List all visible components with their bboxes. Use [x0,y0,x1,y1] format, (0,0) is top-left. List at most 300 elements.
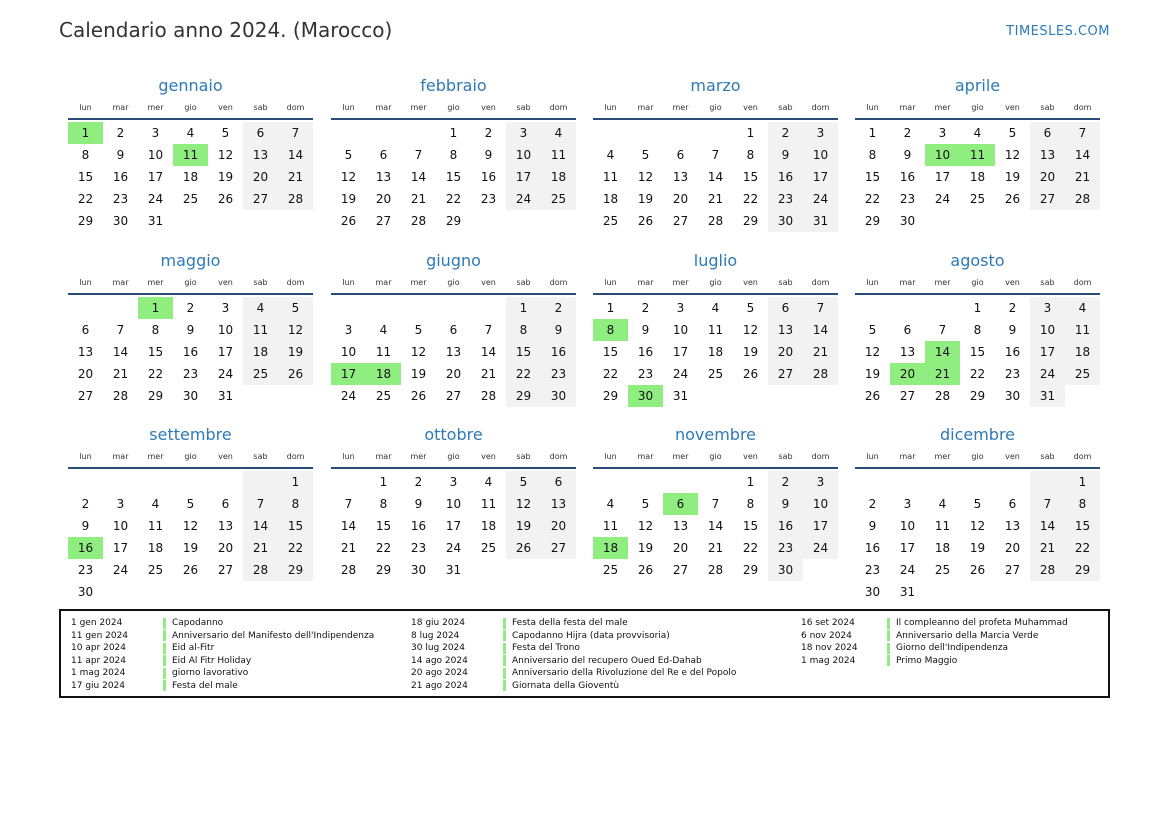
day-cell: 2 [868,497,877,511]
weekday-label: mer [934,103,951,112]
day-cell: 4 [711,301,720,315]
month-block [68,247,313,407]
day-cell: 10 [112,519,129,533]
day-cell: 16 [637,345,654,359]
day-cell: 27 [541,537,576,559]
weekday-label: mar [375,452,392,461]
day-cell: 9 [414,497,423,511]
empty-day-cell [698,471,733,493]
day-cell: 10 [217,323,234,337]
day-cell: 18 [480,519,497,533]
day-cell: 18 [707,345,724,359]
day-cell: 19 [637,541,654,555]
day-cell: 26 [340,214,357,228]
day-cell: 3 [221,301,230,315]
legend-row [411,642,736,655]
empty-day-cell [471,297,506,319]
day-cell: 31 [217,389,234,403]
day-cell: 14 [243,515,278,537]
day-cell: 23 [864,563,881,577]
day-cell: 9 [541,319,576,341]
legend-column [71,617,374,692]
day-cell: 23 [410,541,427,555]
weekday-label: ven [743,103,758,112]
day-cell: 10 [445,497,462,511]
day-cell: 7 [116,323,125,337]
day-cell: 27 [672,563,689,577]
day-cell: 22 [445,192,462,206]
day-cell: 21 [340,541,357,555]
day-cell: 3 [676,301,685,315]
day-cell: 5 [344,148,353,162]
holiday-marker [503,680,506,691]
weekday-label: mar [899,103,916,112]
holiday-date: 11 apr 2024 [71,655,127,666]
day-cell: 28 [112,389,129,403]
month-name: maggio [160,251,221,270]
weekday-label: mar [637,103,654,112]
day-cell: 18 [969,170,986,184]
day-cell: 27 [768,363,803,385]
day-cell: 27 [243,188,278,210]
empty-day-cell [173,471,208,493]
holiday-marker [163,618,166,629]
legend-row [411,680,736,693]
day-cell: 18 [602,192,619,206]
day-cell: 8 [973,323,982,337]
month-name: settembre [149,425,232,444]
day-cell: 1 [379,475,388,489]
day-cell: 17 [672,345,689,359]
day-cell: 27 [1030,188,1065,210]
weekday-label: sab [516,103,531,112]
day-cell: 6 [768,297,803,319]
day-cell: 13 [672,170,689,184]
legend-row [71,617,374,630]
legend-column [801,617,1068,667]
day-cell: 21 [1030,537,1065,559]
site-link[interactable]: TIMESLES.COM [1006,24,1110,39]
weekday-header [331,275,576,295]
day-cell: 16 [864,541,881,555]
holiday-name: Anniversario della Marcia Verde [896,630,1039,641]
day-cell: 6 [81,323,90,337]
day-cell: 24 [1030,363,1065,385]
day-cell: 14 [707,519,724,533]
day-cell: 28 [243,559,278,581]
month-name: marzo [690,76,741,95]
day-grid [855,122,1100,232]
day-cell: 4 [541,122,576,144]
day-cell: 4 [243,297,278,319]
day-cell: 25 [602,214,619,228]
weekday-label: lun [866,452,879,461]
day-cell: 28 [410,214,427,228]
month-block [331,247,576,407]
day-cell: 6 [541,471,576,493]
day-cell: 13 [768,319,803,341]
day-cell: 16 [182,345,199,359]
holiday-day-cell: 30 [628,385,663,407]
day-cell: 20 [672,192,689,206]
day-cell: 17 [803,166,838,188]
day-cell: 19 [506,515,541,537]
legend-row [71,642,374,655]
day-cell: 17 [803,515,838,537]
day-cell: 17 [1030,341,1065,363]
holiday-marker [887,655,890,666]
day-cell: 2 [1008,301,1017,315]
holiday-day-cell: 1 [68,122,103,144]
legend-row [411,630,736,643]
day-cell: 15 [375,519,392,533]
day-cell: 13 [375,170,392,184]
weekday-label: dom [549,452,568,461]
weekday-label: sab [778,278,793,287]
holiday-marker [503,643,506,654]
weekday-label: lun [604,452,617,461]
day-cell: 5 [221,126,230,140]
holiday-date: 8 lug 2024 [411,630,460,641]
day-cell: 8 [746,148,755,162]
day-cell: 30 [182,389,199,403]
day-cell: 6 [676,148,685,162]
holiday-marker [163,643,166,654]
day-cell: 2 [116,126,125,140]
legend-row [411,617,736,630]
holiday-day-cell: 16 [68,537,103,559]
legend-row [71,655,374,668]
day-cell: 15 [969,345,986,359]
day-grid [855,297,1100,407]
weekday-label: ven [481,103,496,112]
weekday-label: ven [1005,103,1020,112]
day-cell: 15 [742,170,759,184]
day-cell: 30 [768,559,803,581]
day-cell: 14 [803,319,838,341]
holiday-date: 18 giu 2024 [411,618,465,629]
day-cell: 30 [1004,389,1021,403]
holiday-marker [503,630,506,641]
day-cell: 10 [899,519,916,533]
day-cell: 23 [1004,367,1021,381]
weekday-label: lun [79,452,92,461]
day-cell: 11 [934,519,951,533]
holiday-marker [163,680,166,691]
day-cell: 12 [278,319,313,341]
day-cell: 24 [672,367,689,381]
weekday-label: sab [1040,103,1055,112]
day-cell: 19 [410,367,427,381]
day-cell: 8 [151,323,160,337]
day-grid [68,122,313,232]
weekday-label: mar [899,452,916,461]
day-cell: 5 [186,497,195,511]
day-cell: 11 [147,519,164,533]
weekday-label: dom [1073,278,1092,287]
weekday-label: sab [253,452,268,461]
day-cell: 29 [864,214,881,228]
day-cell: 26 [217,192,234,206]
day-cell: 17 [445,519,462,533]
day-cell: 15 [602,345,619,359]
day-cell: 2 [768,471,803,493]
day-cell: 1 [746,126,755,140]
day-cell: 26 [637,563,654,577]
weekday-label: mer [147,452,164,461]
day-cell: 22 [864,192,881,206]
weekday-label: mer [410,452,427,461]
day-cell: 3 [449,475,458,489]
weekday-header [593,275,838,295]
legend-row [801,655,1068,668]
empty-day-cell [663,471,698,493]
weekday-label: dom [549,278,568,287]
day-cell: 6 [243,122,278,144]
day-cell: 26 [969,563,986,577]
empty-day-cell [593,122,628,144]
day-cell: 28 [340,563,357,577]
day-cell: 9 [903,148,912,162]
weekday-label: sab [778,103,793,112]
empty-day-cell [925,471,960,493]
month-name: agosto [950,251,1005,270]
day-cell: 10 [803,144,838,166]
day-cell: 13 [541,493,576,515]
weekday-label: mar [637,452,654,461]
day-cell: 11 [602,170,619,184]
weekday-label: mer [672,278,689,287]
day-cell: 28 [707,214,724,228]
holiday-day-cell: 10 [925,144,960,166]
weekday-label: sab [516,278,531,287]
day-grid [593,122,838,232]
day-cell: 3 [803,122,838,144]
day-grid [68,471,313,603]
day-cell: 6 [449,323,458,337]
day-cell: 10 [147,148,164,162]
day-cell: 3 [938,126,947,140]
day-cell: 6 [1030,122,1065,144]
day-cell: 30 [410,563,427,577]
day-cell: 28 [934,389,951,403]
day-cell: 1 [606,301,615,315]
day-cell: 11 [480,497,497,511]
weekday-label: dom [1073,452,1092,461]
weekday-label: ven [218,278,233,287]
day-cell: 17 [217,345,234,359]
day-cell: 25 [147,563,164,577]
day-cell: 27 [77,389,94,403]
empty-day-cell [1030,471,1065,493]
day-cell: 22 [969,367,986,381]
day-cell: 18 [243,341,278,363]
day-cell: 12 [506,493,541,515]
day-cell: 9 [768,493,803,515]
empty-day-cell [103,297,138,319]
empty-day-cell [243,471,278,493]
day-cell: 10 [672,323,689,337]
day-cell: 28 [1065,188,1100,210]
day-cell: 12 [1004,148,1021,162]
day-grid [331,122,576,232]
empty-day-cell [331,297,366,319]
day-cell: 28 [278,188,313,210]
weekday-label: sab [778,452,793,461]
day-cell: 1 [449,126,458,140]
empty-day-cell [366,122,401,144]
day-cell: 4 [379,323,388,337]
holiday-name: Capodanno Hijra (data provvisoria) [512,630,670,641]
day-cell: 26 [742,367,759,381]
day-cell: 24 [934,192,951,206]
weekday-label: gio [971,452,984,461]
weekday-label: gio [184,103,197,112]
day-cell: 18 [934,541,951,555]
day-cell: 21 [707,541,724,555]
weekday-label: mar [637,278,654,287]
day-cell: 31 [803,210,838,232]
day-cell: 23 [899,192,916,206]
day-cell: 28 [707,563,724,577]
day-cell: 5 [641,148,650,162]
day-cell: 5 [641,497,650,511]
day-cell: 23 [77,563,94,577]
day-cell: 20 [243,166,278,188]
day-cell: 8 [746,497,755,511]
holiday-date: 10 apr 2024 [71,643,127,654]
day-cell: 28 [1030,559,1065,581]
day-cell: 15 [1065,515,1100,537]
empty-day-cell [208,471,243,493]
day-cell: 8 [506,319,541,341]
day-cell: 27 [445,389,462,403]
weekday-label: sab [253,103,268,112]
day-cell: 7 [243,493,278,515]
day-cell: 6 [379,148,388,162]
day-cell: 23 [182,367,199,381]
weekday-label: lun [866,103,879,112]
day-cell: 29 [742,563,759,577]
holiday-marker [163,630,166,641]
day-cell: 8 [449,148,458,162]
weekday-header [331,100,576,120]
weekday-header [331,449,576,469]
legend-row [411,655,736,668]
day-grid [68,297,313,407]
day-cell: 26 [637,214,654,228]
weekday-label: dom [549,103,568,112]
day-cell: 26 [1004,192,1021,206]
day-cell: 21 [112,367,129,381]
holiday-name: Il compleanno del profeta Muhammad [896,618,1068,629]
day-cell: 25 [541,188,576,210]
day-cell: 4 [973,126,982,140]
weekday-label: mer [147,278,164,287]
day-cell: 2 [81,497,90,511]
day-cell: 12 [864,345,881,359]
empty-day-cell [855,297,890,319]
day-cell: 16 [480,170,497,184]
day-cell: 8 [81,148,90,162]
empty-day-cell [331,471,366,493]
day-cell: 4 [938,497,947,511]
weekday-label: gio [709,452,722,461]
day-cell: 21 [278,166,313,188]
day-cell: 27 [375,214,392,228]
day-cell: 2 [641,301,650,315]
legend-row [71,680,374,693]
holiday-date: 30 lug 2024 [411,643,465,654]
day-cell: 19 [637,192,654,206]
day-cell: 23 [637,367,654,381]
weekday-label: lun [342,278,355,287]
day-cell: 16 [768,166,803,188]
month-name: novembre [674,425,757,444]
day-cell: 21 [243,537,278,559]
legend-row [801,617,1068,630]
legend-column [411,617,736,692]
day-cell: 14 [278,144,313,166]
holiday-date: 1 gen 2024 [71,618,123,629]
day-cell: 13 [445,345,462,359]
month-name: dicembre [939,425,1016,444]
day-cell: 19 [217,170,234,184]
day-cell: 7 [711,148,720,162]
day-cell: 10 [803,493,838,515]
day-cell: 16 [899,170,916,184]
day-cell: 9 [641,323,650,337]
month-block [593,247,838,407]
day-cell: 25 [934,563,951,577]
empty-day-cell [995,471,1030,493]
day-cell: 21 [410,192,427,206]
weekday-label: mar [375,103,392,112]
empty-day-cell [401,122,436,144]
day-cell: 15 [445,170,462,184]
empty-day-cell [663,122,698,144]
day-cell: 29 [278,559,313,581]
day-cell: 24 [112,563,129,577]
weekday-label: ven [743,452,758,461]
day-cell: 8 [278,493,313,515]
month-block [593,72,838,232]
day-cell: 1 [506,297,541,319]
day-cell: 20 [1030,166,1065,188]
empty-day-cell [103,471,138,493]
weekday-label: mer [410,278,427,287]
day-cell: 19 [1004,170,1021,184]
weekday-label: sab [253,278,268,287]
holiday-date: 21 ago 2024 [411,680,468,691]
holiday-name: Anniversario del Manifesto dell'Indipendenza [172,630,375,641]
weekday-label: lun [342,452,355,461]
day-cell: 12 [340,170,357,184]
day-cell: 8 [868,148,877,162]
day-cell: 9 [186,323,195,337]
empty-day-cell [960,471,995,493]
day-cell: 20 [541,515,576,537]
day-cell: 3 [344,323,353,337]
day-cell: 8 [1065,493,1100,515]
day-cell: 23 [541,363,576,385]
day-cell: 20 [375,192,392,206]
day-cell: 6 [221,497,230,511]
weekday-label: ven [481,452,496,461]
weekday-label: lun [342,103,355,112]
day-cell: 2 [903,126,912,140]
day-cell: 24 [803,188,838,210]
